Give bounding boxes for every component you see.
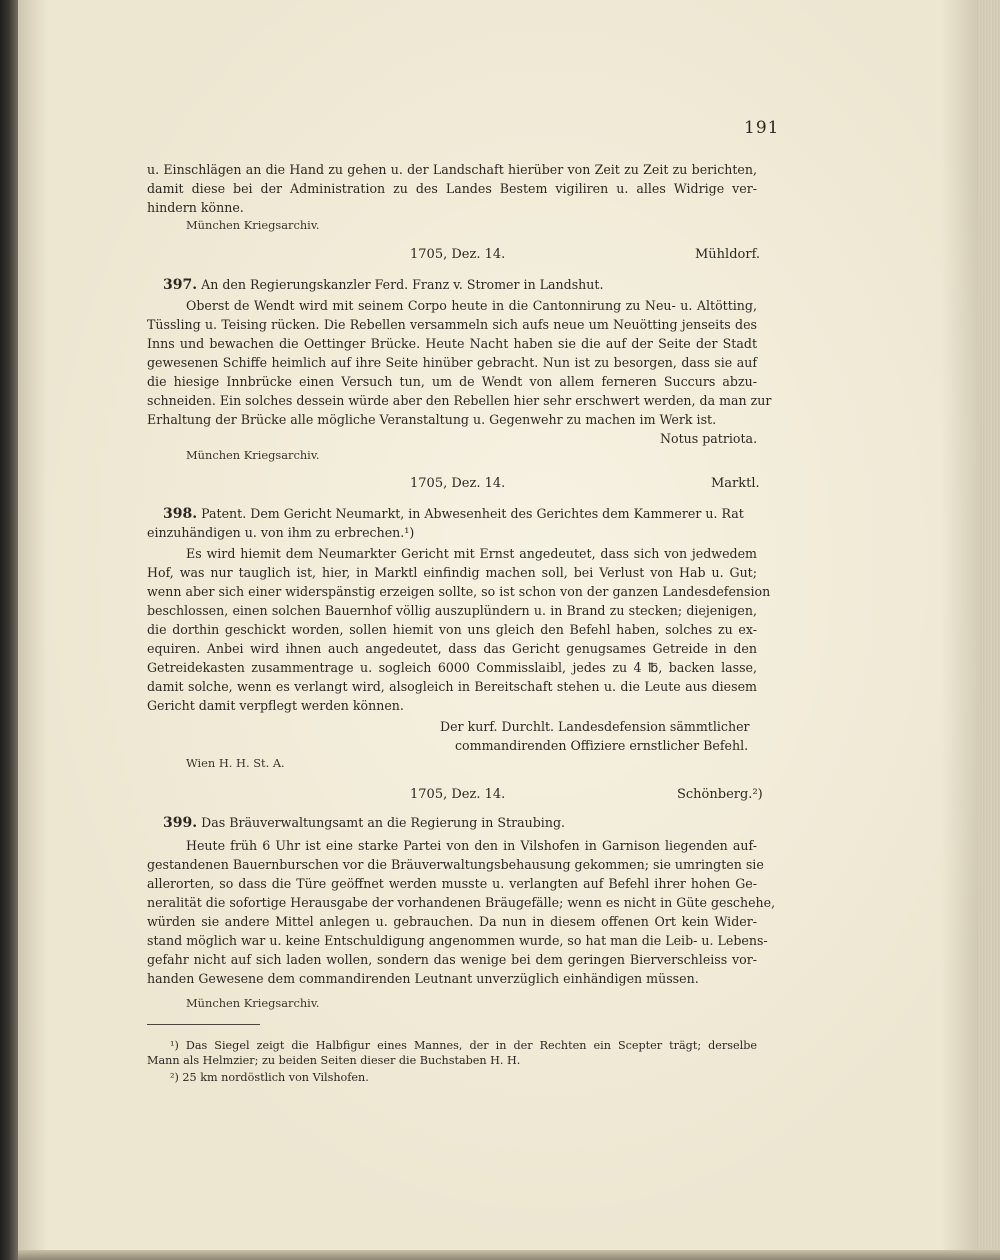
page-edge-bottom	[18, 1250, 1000, 1260]
text-line: beschlossen, einen solchen Bauernhof völlig auszuplündern u. in Brand zu stecken; diejenigen,	[147, 603, 757, 618]
text-line: Erhaltung der Brücke alle mögliche Veranstaltung u. Gegenwehr zu machen im Werk ist.	[147, 412, 717, 427]
text-line: Es wird hiemit dem Neumarkter Gericht mit Ernst angedeutet, dass sich von jedwedem	[186, 546, 757, 561]
text-line: stand möglich war u. keine Entschuldigung angenommen wurde, so hat man die Leib- u. Lebens-	[147, 933, 768, 948]
page-edges-right	[978, 0, 1000, 1260]
text-line: die dorthin geschickt worden, sollen hiemit von uns gleich den Befehl haben, solches zu ex-	[147, 622, 757, 637]
footnote: ²) 25 km nordöstlich von Vilshofen.	[170, 1071, 369, 1084]
archive-source: München Kriegsarchiv.	[186, 448, 320, 462]
archive-source: Wien H. H. St. A.	[186, 756, 285, 770]
text-line: wenn aber sich einer widerspänstig erzeigen sollte, so ist schon von der ganzen Landesdefension	[147, 584, 771, 599]
text-line: würden sie andere Mittel anlegen u. gebrauchen. Da nun in diesem offenen Ort kein Wider-	[147, 914, 757, 929]
document-heading	[163, 275, 603, 295]
document-place: Marktl.	[711, 476, 760, 491]
footnote: ¹) Das Siegel zeigt die Halbfigur eines Mannes, der in der Rechten ein Scepter trägt; derselbe	[170, 1039, 757, 1052]
text-line: Oberst de Wendt wird mit seinem Corpo heute in die Cantonnirung zu Neu- u. Altötting,	[186, 298, 757, 313]
text-line: neralität die sofortige Herausgabe der vorhandenen Bräugefälle; wenn es nicht in Güte geschehe,	[147, 895, 776, 910]
document-date: 1705, Dez. 14.	[410, 476, 506, 491]
document-heading	[163, 504, 757, 524]
text-line: gewesenen Schiffe heimlich auf ihre Seite hinüber gebracht. Nun ist zu besorgen, dass sie auf	[147, 355, 757, 370]
archive-source: München Kriegsarchiv.	[186, 996, 320, 1010]
document-heading-text: Das Bräuverwaltungsamt an die Regierung in Straubing.	[201, 815, 566, 830]
text-line: damit diese bei der Administration zu des Landes Bestem vigiliren u. alles Widrige ver-	[147, 181, 757, 196]
document-number: 399.	[163, 815, 198, 831]
page-number: 191	[744, 118, 780, 138]
document-heading-text: Patent. Dem Gericht Neumarkt, in Abwesenheit des Gerichtes dem Kammerer u. Rat	[201, 506, 744, 521]
text-line: Heute früh 6 Uhr ist eine starke Partei von den in Vilshofen in Garnison liegenden auf-	[186, 838, 757, 853]
text-line: Hof, was nur tauglich ist, hier, in Marktl einfindig machen soll, bei Verlust von Hab u. Gut;	[147, 565, 757, 580]
text-line: handen Gewesene dem commandirenden Leutnant unverzüglich einhändigen müssen.	[147, 971, 699, 986]
document-date: 1705, Dez. 14.	[410, 247, 506, 262]
document-heading-text: An den Regierungskanzler Ferd. Franz v. Stromer in Landshut.	[201, 277, 604, 292]
text-line: Gericht damit verpflegt werden können.	[147, 698, 404, 713]
text-line: hindern könne.	[147, 200, 244, 215]
text-line: Inns und bewachen die Oettinger Brücke. Heute Nacht haben sie die auf der Seite der Stadt	[147, 336, 757, 351]
document-place: Mühldorf.	[695, 247, 761, 262]
text-line: u. Einschlägen an die Hand zu gehen u. der Landschaft hierüber von Zeit zu Zeit zu berichten,	[147, 162, 757, 177]
text-line: gefahr nicht auf sich laden wollen, sondern das wenige bei dem geringen Bierverschleiss vor-	[147, 952, 757, 967]
text-line: schneiden. Ein solches dessein würde aber den Rebellen hier sehr erschwert werden, da man zur	[147, 393, 772, 408]
signature: Notus patriota.	[660, 431, 758, 446]
archive-source: München Kriegsarchiv.	[186, 218, 320, 232]
document-number: 398.	[163, 506, 198, 522]
signature: commandirenden Offiziere ernstlicher Befehl.	[455, 738, 749, 753]
text-line: equiren. Anbei wird ihnen auch angedeutet, dass das Gericht genugsames Getreide in den	[147, 641, 757, 656]
document-heading-text: einzuhändigen u. von ihm zu erbrechen.¹)	[147, 525, 415, 540]
footnote-rule	[147, 1024, 260, 1025]
text-line: gestandenen Bauernburschen vor die Bräuverwaltungsbehausung gekommen; sie umringten sie	[147, 857, 764, 872]
document-date: 1705, Dez. 14.	[410, 787, 506, 802]
signature: Der kurf. Durchlt. Landesdefension sämmtlicher	[440, 719, 750, 734]
text-line: die hiesige Innbrücke einen Versuch tun, um de Wendt von allem ferneren Succurs abzu-	[147, 374, 757, 389]
text-line: allerorten, so dass die Türe geöffnet werden musste u. verlangten auf Befehl ihrer hohen Ge-	[147, 876, 757, 891]
document-heading	[163, 813, 565, 833]
document-number: 397.	[163, 277, 198, 293]
text-line: Getreidekasten zusammentrage u. sogleich 6000 Commisslaibl, jedes zu 4 ℔, backen lasse,	[147, 660, 757, 675]
text-line: Tüssling u. Teising rücken. Die Rebellen versammeln sich aufs neue um Neuötting jenseits des	[147, 317, 757, 332]
text-line: damit solche, wenn es verlangt wird, alsogleich in Bereitschaft stehen u. die Leute aus diesem	[147, 679, 757, 694]
footnote: Mann als Helmzier; zu beiden Seiten dieser die Buchstaben H. H.	[147, 1054, 521, 1067]
document-place: Schönberg.²)	[677, 787, 763, 802]
